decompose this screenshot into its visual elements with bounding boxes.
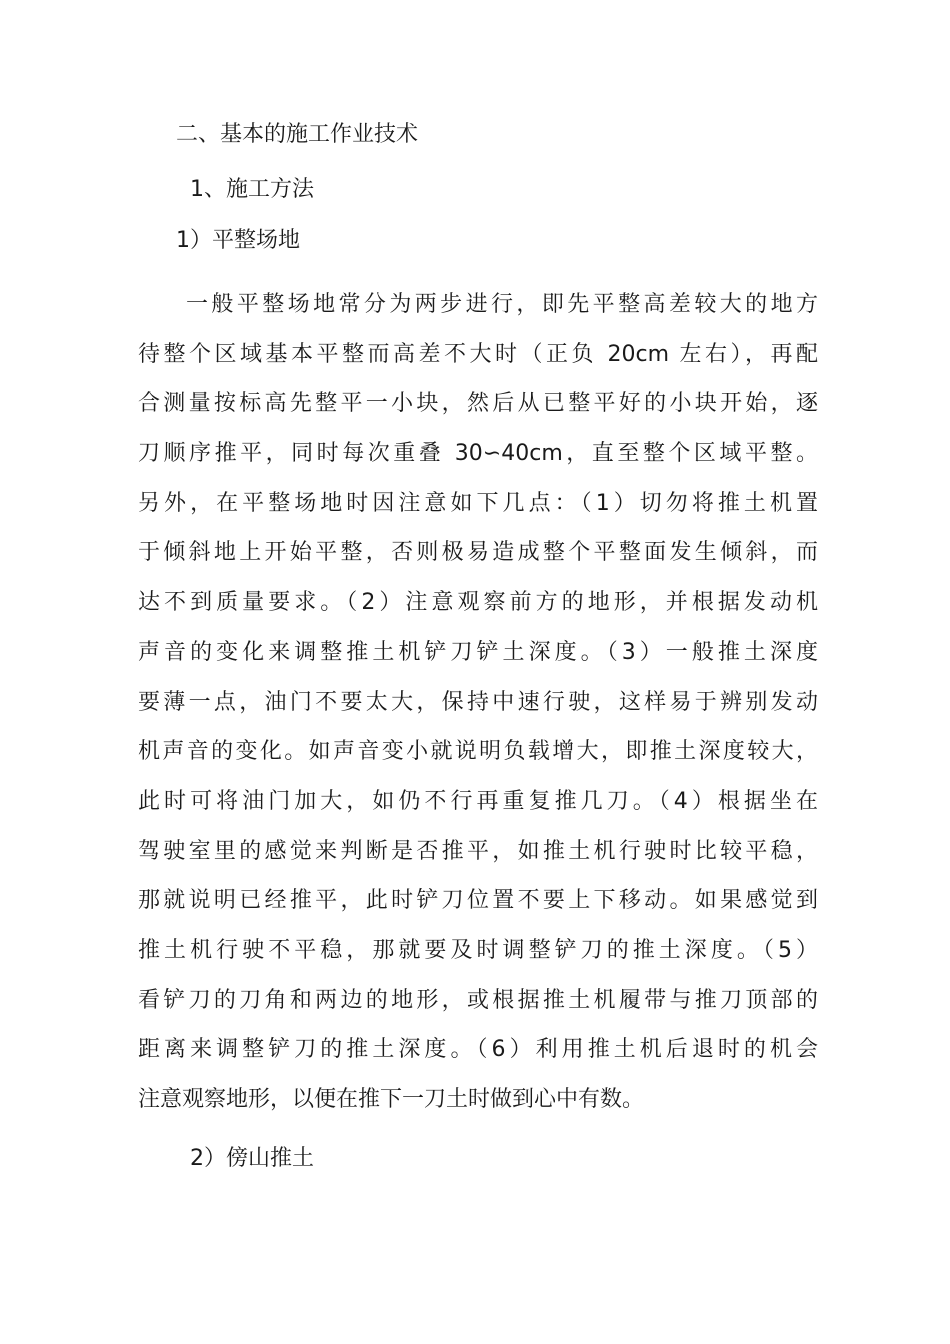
paragraph-line: 达不到质量要求。（2）注意观察前方的地形，并根据发动机 (138, 590, 818, 616)
paragraph-line: 那就说明已经推平，此时铲刀位置不要上下移动。如果感觉到 (138, 888, 818, 914)
paragraph-line: 于倾斜地上开始平整，否则极易造成整个平整面发生倾斜，而 (138, 540, 818, 566)
paragraph-line: 此时可将油门加大，如仍不行再重复推几刀。（4）根据坐在 (138, 788, 818, 814)
paragraph-line: 另外，在平整场地时因注意如下几点：（1）切勿将推土机置 (138, 490, 818, 516)
section-heading: 二、基本的施工作业技术 (176, 122, 419, 147)
paragraph-line: 要薄一点，油门不要太大，保持中速行驶，这样易于辨别发动 (138, 689, 818, 715)
paragraph-line: 待整个区域基本平整而高差不大时（正负 20cm 左右），再配 (138, 341, 818, 367)
paragraph-line: 驾驶室里的感觉来判断是否推平，如推土机行驶时比较平稳， (138, 838, 818, 864)
subsection-heading: 1、施工方法 (190, 177, 314, 202)
paragraph-line: 声音的变化来调整推土机铲刀铲土深度。（3）一般推土深度 (138, 639, 818, 665)
paragraph-line: 合测量按标高先整平一小块，然后从已整平好的小块开始，逐 (138, 391, 818, 417)
paragraph-line: 刀顺序推平，同时每次重叠 30∽40cm，直至整个区域平整。 (138, 441, 818, 467)
paragraph-line: 机声音的变化。如声音变小就说明负载增大，即推土深度较大， (138, 739, 818, 765)
paragraph-line: 看铲刀的刀角和两边的地形，或根据推土机履带与推刀顶部的 (138, 987, 818, 1013)
item-heading-leveling: 1）平整场地 (176, 228, 300, 253)
item-heading-hillside: 2）傍山推土 (190, 1146, 314, 1171)
body-paragraph (138, 287, 818, 1132)
paragraph-line: 注意观察地形，以便在推下一刀土时做到心中有数。 (138, 1087, 645, 1112)
paragraph-line: 一般平整场地常分为两步进行，即先平整高差较大的地方 (186, 292, 818, 317)
paragraph-line: 推土机行驶不平稳，那就要及时调整铲刀的推土深度。（5） (138, 937, 818, 963)
paragraph-line: 距离来调整铲刀的推土深度。（6）利用推土机后退时的机会 (138, 1037, 818, 1063)
